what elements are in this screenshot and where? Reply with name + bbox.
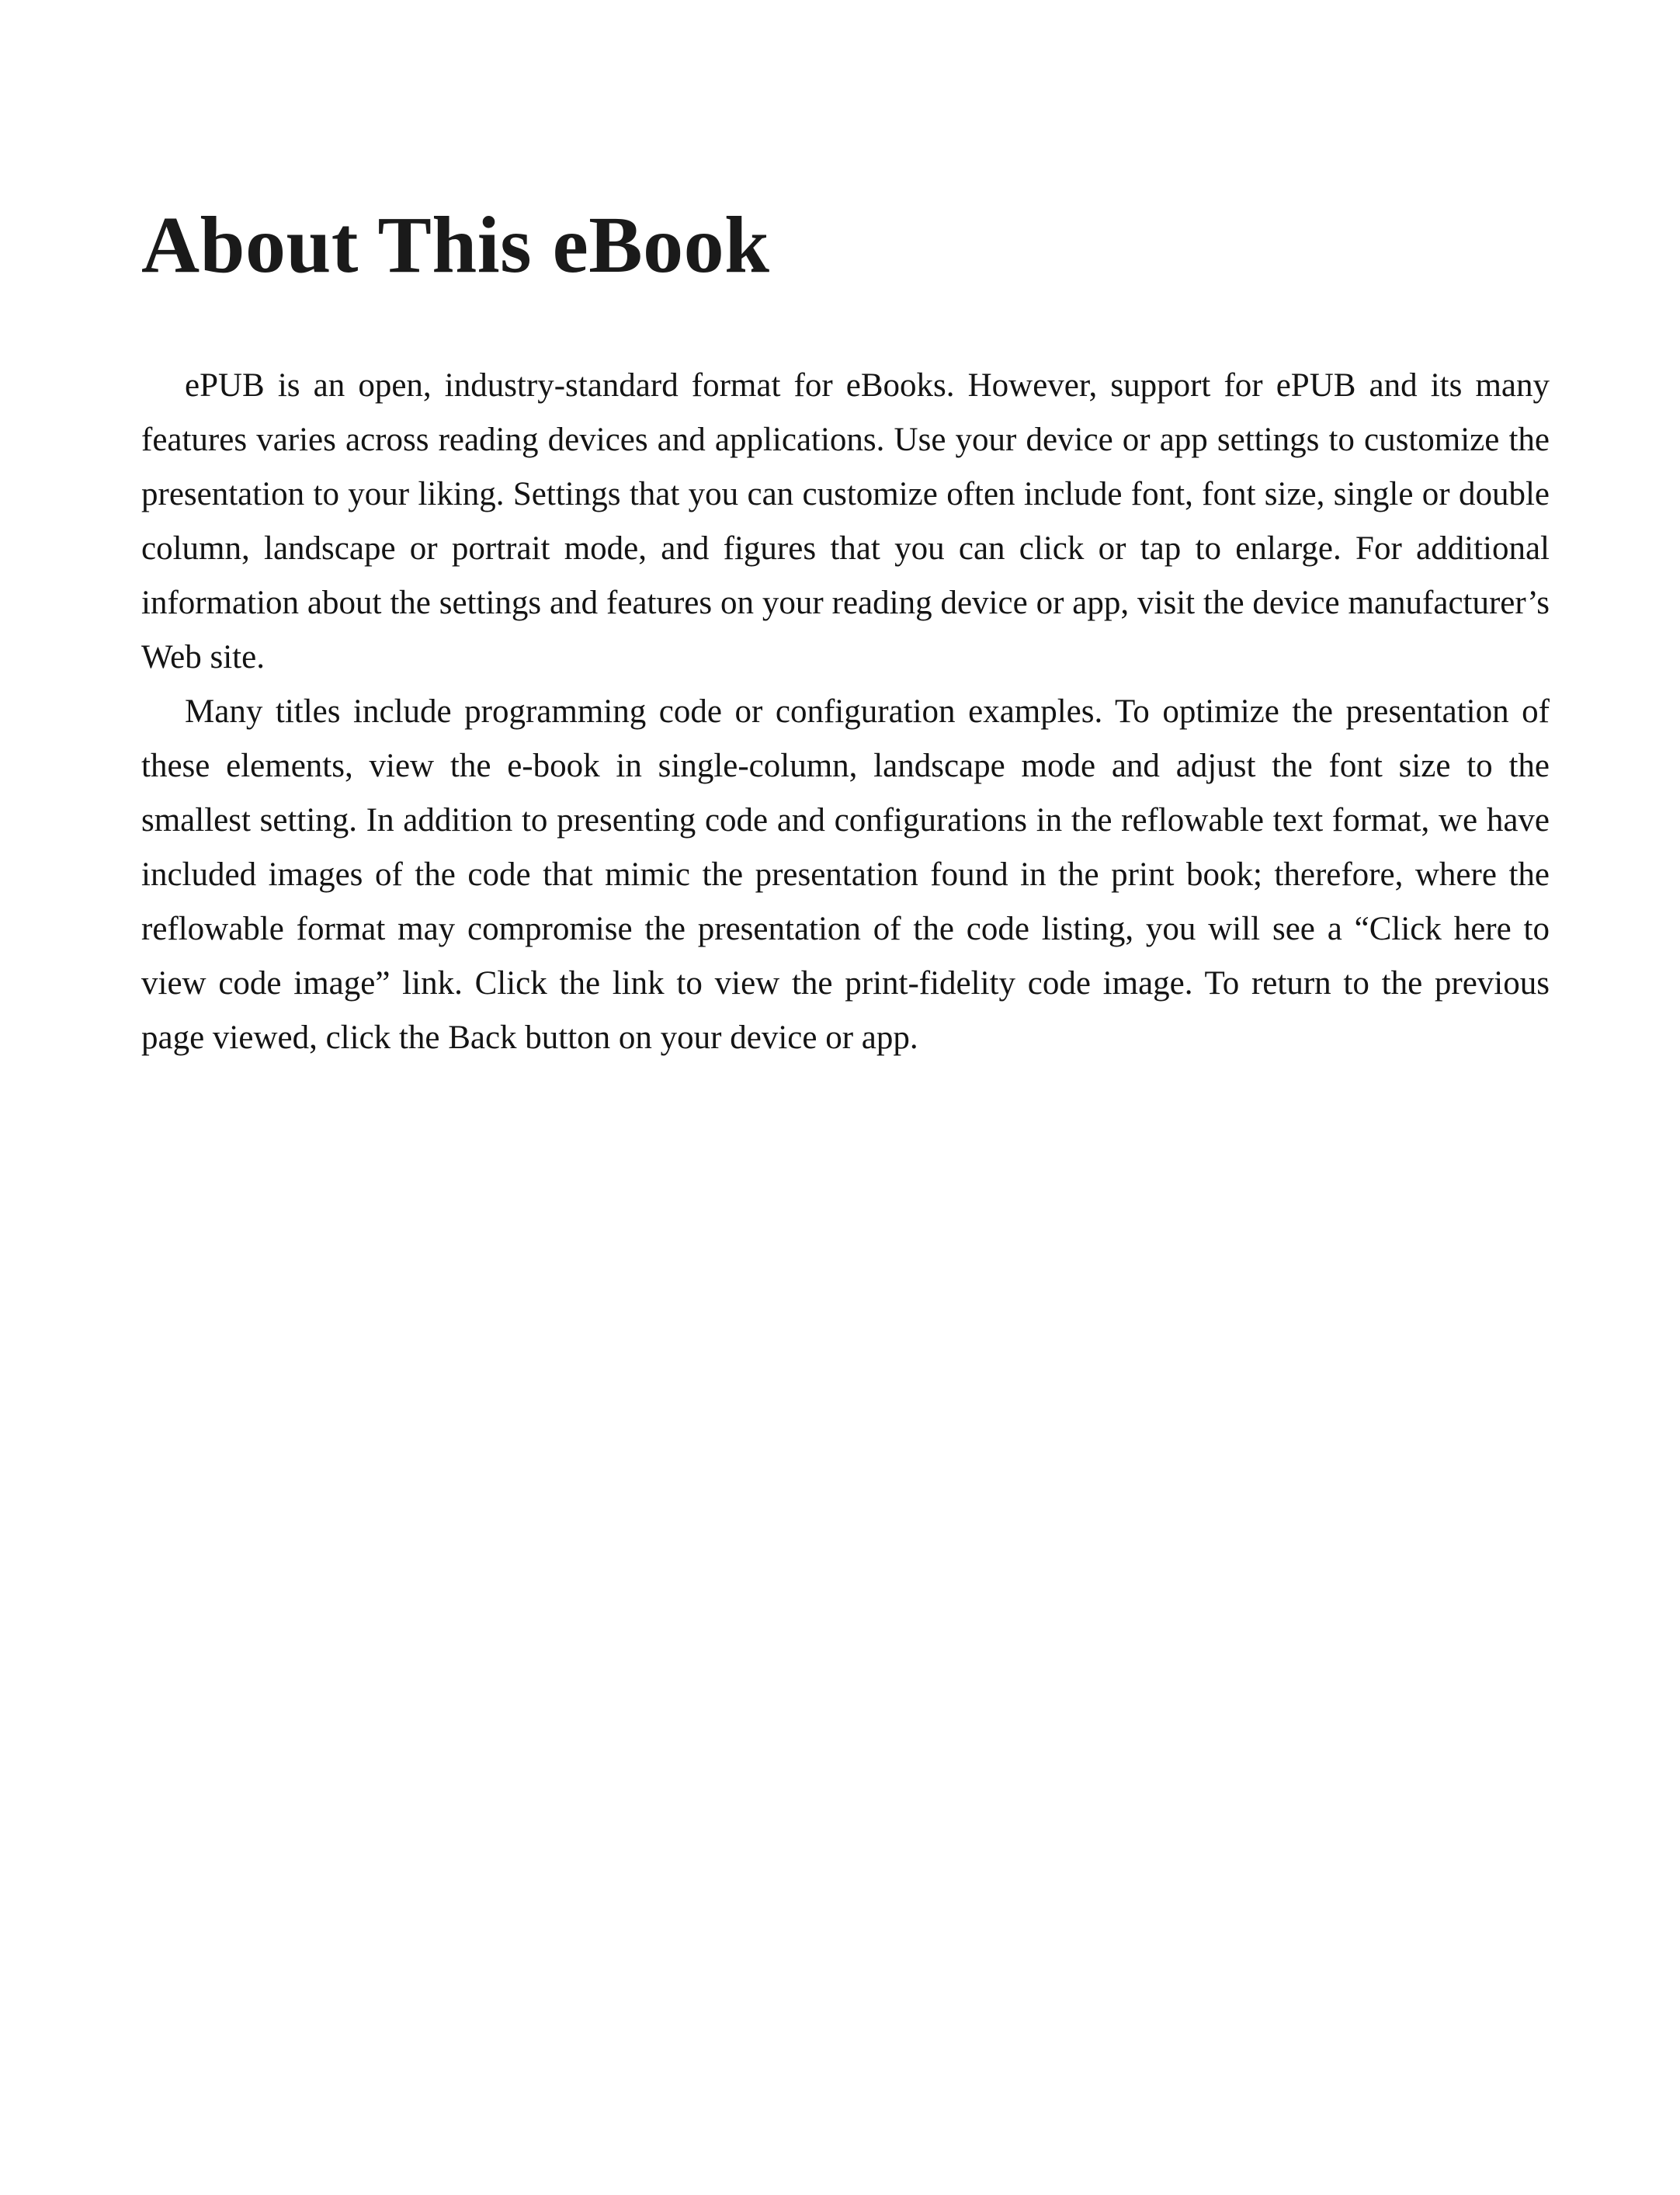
paragraph-2: Many titles include programming code or configuration examples. To optimize the presentation of these elements, view the e-book in single-column, landscape mode and adjust the font size to the smallest setting. In addition to presenting code and configurations in the reflowable text format, we have included images of the code that mimic the presentation found in the print book; therefore, where the reflowable format may compromise the presentation of the code listing, you will see a “Click here to view code image” link. Click the link to view the print-fidelity code image. To return to the previous page viewed, click the Back button on your device or app. — [141, 693, 1550, 1056]
page-title: About This eBook — [141, 200, 770, 290]
body-text-block — [141, 359, 1550, 1065]
paragraph-1: ePUB is an open, industry-standard format for eBooks. However, support for ePUB and its many features varies across reading devices and applications. Use your device or app settings to customize the presentation to your liking. Settings that you can customize often include font, font size, single or double column, landscape or portrait mode, and figures that you can click or tap to enlarge. For additional information about the settings and features on your reading device or app, visit the device manufacturer’s Web site. — [141, 367, 1550, 676]
